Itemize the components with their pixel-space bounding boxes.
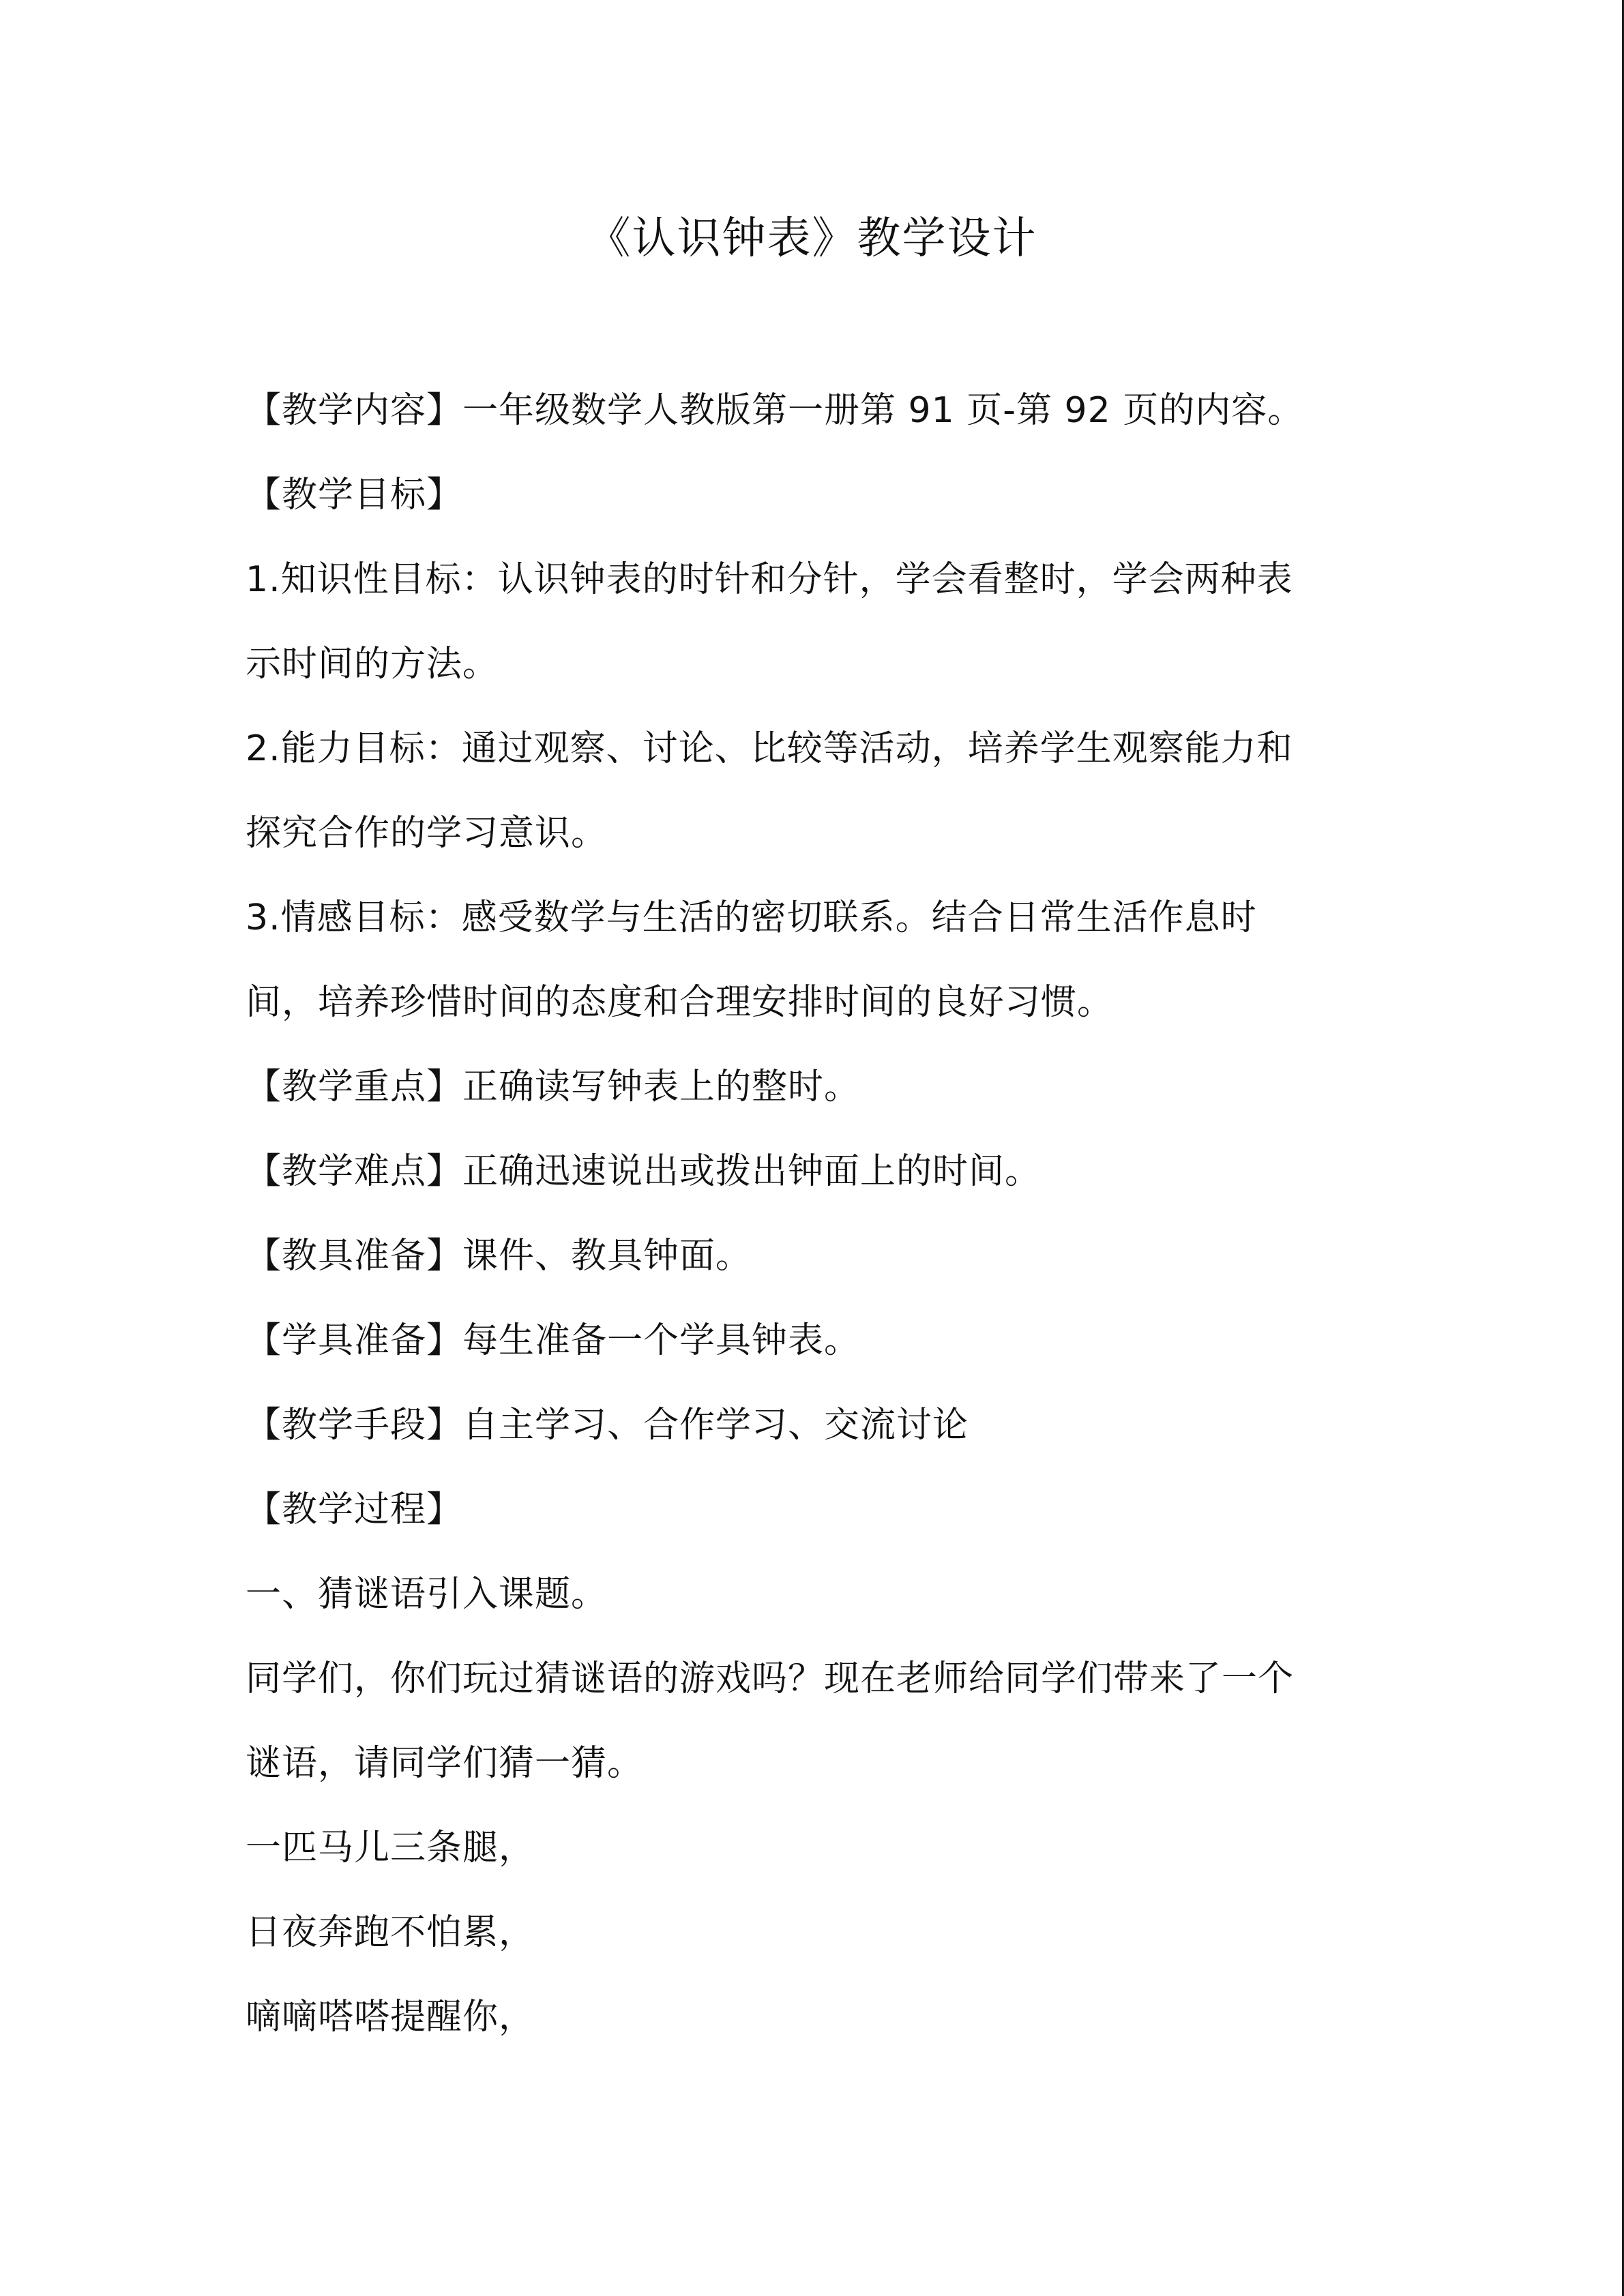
paragraph-line: 1.知识性目标：认识钟表的时针和分针，学会看整时，学会两种表 xyxy=(246,559,1293,600)
paragraph-teacher-materials: 【教具准备】课件、教具钟面。 xyxy=(246,1236,752,1277)
paragraph-line: 3.情感目标：感受数学与生活的密切联系。结合日常生活作息时 xyxy=(246,897,1257,938)
paragraph-teaching-content: 【教学内容】一年级数学人教版第一册第 91 页-第 92 页的内容。 xyxy=(246,390,1304,431)
paragraph-teaching-methods: 【教学手段】自主学习、合作学习、交流讨论 xyxy=(246,1405,969,1446)
section-heading-process: 【教学过程】 xyxy=(246,1489,463,1530)
paragraph-line: 间，培养珍惜时间的态度和合理安排时间的良好习惯。 xyxy=(246,982,1114,1023)
subsection-heading: 一、猜谜语引入课题。 xyxy=(246,1574,608,1615)
riddle-line: 一匹马儿三条腿， xyxy=(246,1828,535,1868)
paragraph-difficulties: 【教学难点】正确迅速说出或拨出钟面上的时间。 xyxy=(246,1151,1042,1192)
page-title: 《认识钟表》教学设计 xyxy=(587,213,1037,264)
riddle-line: 日夜奔跑不怕累， xyxy=(246,1912,535,1953)
paragraph-student-materials: 【学具准备】每生准备一个学具钟表。 xyxy=(246,1320,861,1361)
paragraph-line: 示时间的方法。 xyxy=(246,644,499,685)
paragraph-line: 同学们，你们玩过猜谜语的游戏吗？现在老师给同学们带来了一个 xyxy=(246,1658,1295,1699)
riddle-line: 嘀嘀嗒嗒提醒你， xyxy=(246,1997,535,2038)
document-body xyxy=(246,368,1364,2059)
paragraph-line: 2.能力目标：通过观察、讨论、比较等活动，培养学生观察能力和 xyxy=(246,728,1293,769)
paragraph-key-points: 【教学重点】正确读写钟表上的整时。 xyxy=(246,1067,861,1107)
paragraph-line: 谜语，请同学们猜一猜。 xyxy=(246,1743,644,1784)
paragraph-line: 探究合作的学习意识。 xyxy=(246,813,608,854)
section-heading-objectives: 【教学目标】 xyxy=(246,475,463,516)
